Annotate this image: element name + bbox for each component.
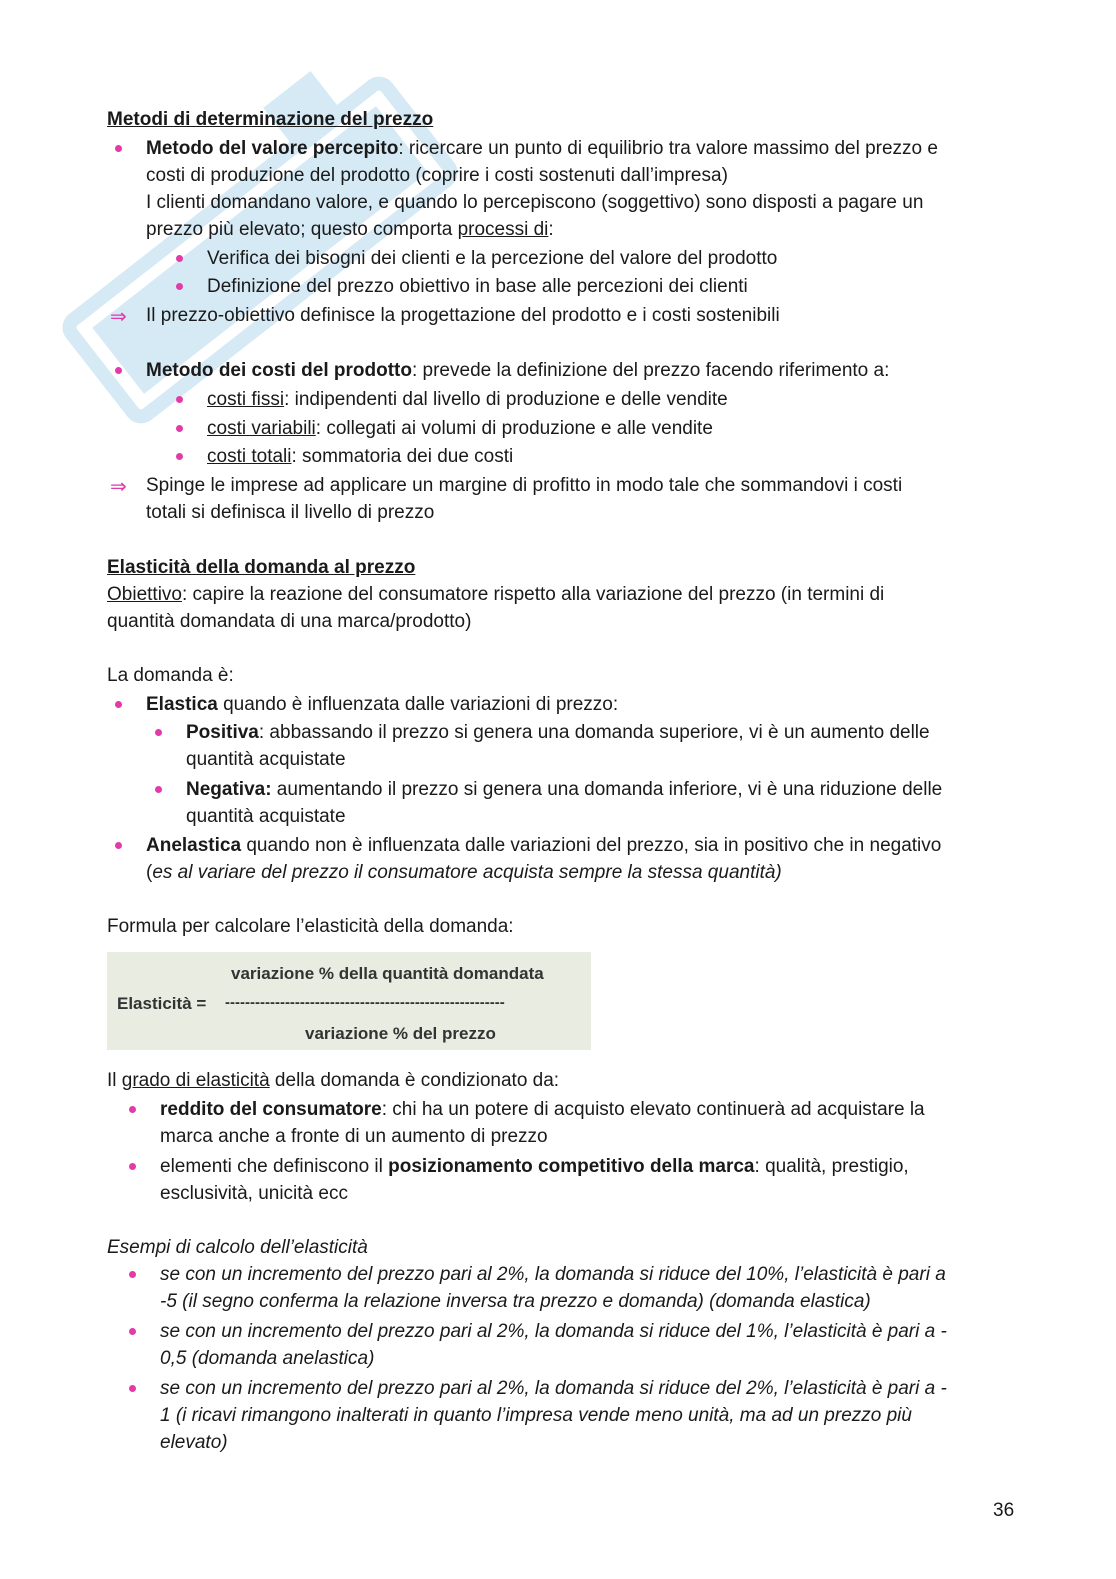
- objective-text-line2: quantità domandata di una marca/prodotto): [107, 611, 472, 632]
- bullet-icon: [176, 283, 183, 290]
- negative-elasticity-line2: quantità acquistate: [186, 806, 346, 827]
- implies-arrow-icon: ⇒: [110, 474, 127, 498]
- formula-intro: Formula per calcolare l’elasticità della domanda:: [107, 916, 514, 937]
- example-2: se con un incremento del prezzo pari al 2%, la domanda si riduce del 1%, l’elasticità è pari a -: [160, 1321, 947, 1342]
- objective-text: Obiettivo: capire la reazione del consumatore rispetto alla variazione del prezzo (in termini di: [107, 584, 885, 605]
- formula-denominator: variazione % del prezzo: [305, 1024, 496, 1043]
- bullet-icon: [129, 1385, 136, 1392]
- method-perceived-value-line2: costi di produzione del prodotto (coprire i costi sostenuti dall’impresa): [146, 165, 728, 186]
- list-item: costi fissi: indipendenti dal livello di produzione e delle vendite: [207, 389, 728, 410]
- formula-label: Elasticità =: [117, 994, 207, 1013]
- inelastic-definition: Anelastica quando non è influenzata dalle variazioni del prezzo, sia in positivo che in negativo: [146, 835, 942, 856]
- positive-elasticity-line2: quantità acquistate: [186, 749, 346, 770]
- bullet-icon: [176, 425, 183, 432]
- conclusion-text: Spinge le imprese ad applicare un margine di profitto in modo tale che sommandovi i costi: [146, 475, 903, 496]
- factor-consumer-income: reddito del consumatore: chi ha un potere di acquisto elevato continuerà ad acquistare la: [160, 1099, 925, 1120]
- bullet-icon: [115, 701, 122, 708]
- example-3: se con un incremento del prezzo pari al 2%, la domanda si riduce del 2%, l’elasticità è pari a -: [160, 1378, 947, 1399]
- list-item: Definizione del prezzo obiettivo in base alle percezioni dei clienti: [207, 276, 748, 297]
- elastic-definition: Elastica quando è influenzata dalle variazioni di prezzo:: [146, 694, 619, 715]
- section-title-pricing-methods: Metodi di determinazione del prezzo: [107, 109, 434, 130]
- page-number: 36: [993, 1500, 1015, 1521]
- list-item: costi variabili: collegati ai volumi di produzione e alle vendite: [207, 418, 713, 439]
- example-3-line3: elevato): [160, 1432, 228, 1453]
- positive-elasticity: Positiva: abbassando il prezzo si genera una domanda superiore, vi è un aumento delle: [186, 722, 930, 743]
- bullet-icon: [155, 729, 162, 736]
- example-1-line2: -5 (il segno conferma la relazione inversa tra prezzo e domanda) (domanda elastica): [160, 1291, 871, 1312]
- bullet-icon: [129, 1328, 136, 1335]
- example-1: se con un incremento del prezzo pari al 2%, la domanda si riduce del 10%, l’elasticità è pari a: [160, 1264, 946, 1285]
- conclusion-text: Il prezzo-obiettivo definisce la progettazione del prodotto e i costi sostenibili: [146, 305, 780, 326]
- method-perceived-value: Metodo del valore percepito: ricercare un punto di equilibrio tra valore massimo del prezzo e: [146, 138, 938, 159]
- bullet-icon: [115, 842, 122, 849]
- formula-numerator: variazione % della quantità domandata: [231, 964, 544, 983]
- formula-fraction-bar: --------------------------------------------------------: [225, 994, 505, 1011]
- method-perceived-value-line3: I clienti domandano valore, e quando lo percepiscono (soggettivo) sono disposti a pagare un: [146, 192, 924, 213]
- factor-brand-positioning: elementi che definiscono il posizionamento competitivo della marca: qualità, prestigio,: [160, 1156, 909, 1177]
- factor-consumer-income-line2: marca anche a fronte di un aumento di prezzo: [160, 1126, 548, 1147]
- section-title-elasticity: Elasticità della domanda al prezzo: [107, 557, 416, 578]
- method-perceived-value-line4: prezzo più elevato; questo comporta processi di:: [146, 219, 554, 240]
- bullet-icon: [176, 396, 183, 403]
- bullet-icon: [176, 255, 183, 262]
- conclusion-text-line2: totali si definisca il livello di prezzo: [146, 502, 435, 523]
- implies-arrow-icon: ⇒: [110, 304, 127, 328]
- bullet-icon: [155, 786, 162, 793]
- demand-intro: La domanda è:: [107, 665, 234, 686]
- elasticity-formula: [107, 952, 591, 1050]
- bullet-icon: [129, 1163, 136, 1170]
- negative-elasticity: Negativa: aumentando il prezzo si genera una domanda inferiore, vi è una riduzione delle: [186, 779, 943, 800]
- bullet-icon: [176, 453, 183, 460]
- example-2-line2: 0,5 (domanda anelastica): [160, 1348, 375, 1369]
- elasticity-grade-intro: Il grado di elasticità della domanda è condizionato da:: [107, 1070, 560, 1091]
- bullet-icon: [115, 367, 122, 374]
- factor-brand-positioning-line2: esclusività, unicità ecc: [160, 1183, 348, 1204]
- example-3-line2: 1 (i ricavi rimangono inalterati in quanto l’impresa vende meno unità, ma ad un prezzo più: [160, 1405, 912, 1426]
- list-item: costi totali: sommatoria dei due costi: [207, 446, 514, 467]
- bullet-icon: [129, 1271, 136, 1278]
- bullet-icon: [115, 145, 122, 152]
- inelastic-example: (es al variare del prezzo il consumatore acquista sempre la stessa quantità): [146, 862, 782, 883]
- bullet-icon: [129, 1106, 136, 1113]
- method-product-costs: Metodo dei costi del prodotto: prevede la definizione del prezzo facendo riferimento a:: [146, 360, 890, 381]
- list-item: Verifica dei bisogni dei clienti e la percezione del valore del prodotto: [207, 248, 778, 269]
- examples-title: Esempi di calcolo dell’elasticità: [107, 1237, 368, 1258]
